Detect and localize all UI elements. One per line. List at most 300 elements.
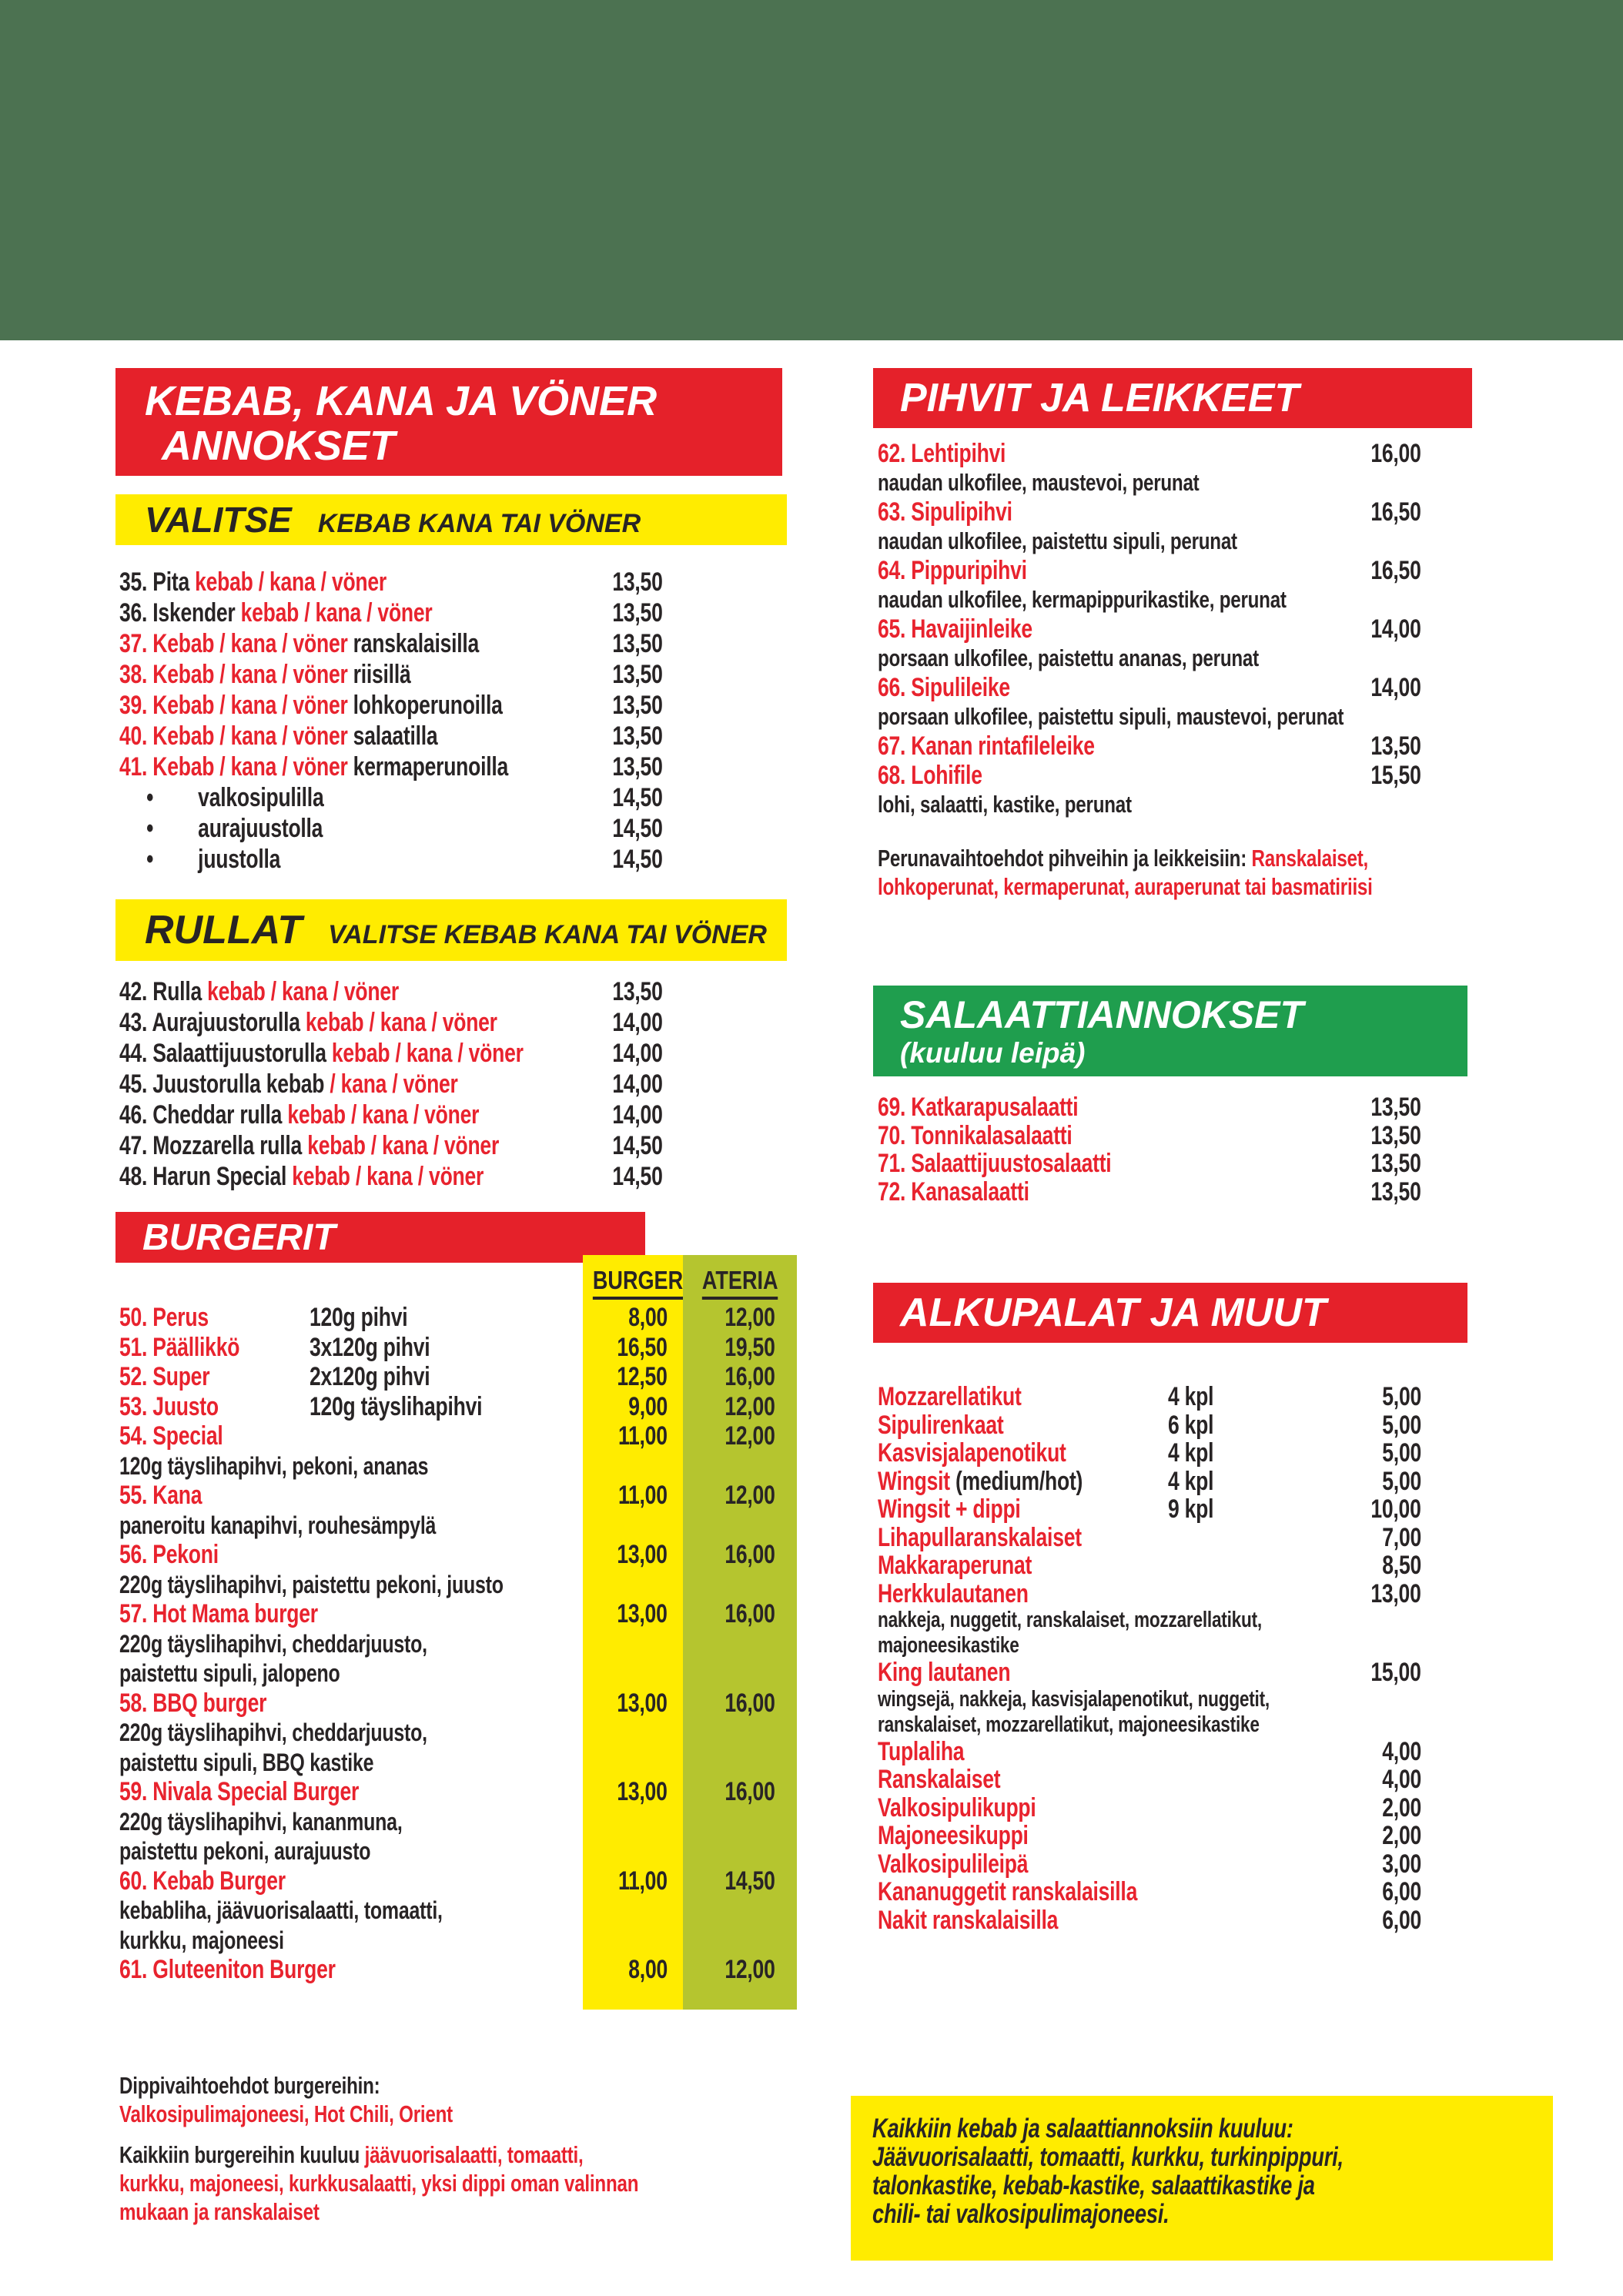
menu-item-row (119, 813, 663, 844)
menu-item-row (119, 1161, 663, 1192)
pihvi-item-desc-text: lohi, salaatti, kastike, perunat (878, 791, 1132, 818)
burger-price (583, 1303, 668, 1333)
starter-item-price-value: 2,00 (1382, 1792, 1421, 1822)
item-price (598, 567, 663, 597)
ateria-price (691, 1481, 775, 1511)
starter-item-price (1357, 1658, 1421, 1687)
item-label-segment: Sipulirenkaat (878, 1410, 1004, 1440)
item-label-segment: Makkaraperunat (878, 1551, 1032, 1580)
burger-item-desc (119, 1570, 797, 1600)
item-label-segment: Tuplaliha (878, 1736, 965, 1766)
burger-item-sub (310, 1392, 531, 1422)
included-note-line (872, 2171, 1553, 2200)
starter-item-price (1371, 1524, 1421, 1552)
item-label-segment: 39. Kebab / kana / vöner (119, 691, 353, 720)
ateria-column-header (683, 1255, 797, 1300)
starter-item-row (878, 1850, 1421, 1879)
starter-item-qty-value: 4 kpl (1168, 1466, 1214, 1496)
section-header-burgerit-title: BURGERIT (142, 1217, 336, 1258)
item-label (119, 1099, 479, 1130)
item-label-segment: Nakit ranskalaisilla (878, 1905, 1059, 1935)
ateria-price (691, 1689, 775, 1719)
burger-item-name: 50. Perus (119, 1303, 209, 1332)
item-label (119, 690, 503, 721)
rulla-items-list (119, 976, 663, 1192)
item-label (119, 659, 410, 690)
menu-item-row (119, 567, 663, 597)
item-label-segment: 48. Harun Special (119, 1162, 293, 1191)
starter-item-desc (878, 1608, 1421, 1633)
salad-item-price (1357, 1178, 1421, 1207)
starter-item-row (878, 1524, 1421, 1552)
burger-item-desc-text: paistettu pekoni, aurajuusto (119, 1837, 371, 1865)
starter-item-qty-value: 4 kpl (1168, 1382, 1214, 1411)
item-label-segment: Wingsit + dippi (878, 1494, 1021, 1524)
pihvi-item-desc (878, 585, 1421, 614)
item-label (119, 813, 323, 844)
salad-item-price (1357, 1122, 1421, 1150)
pihvi-item-name: 66. Sipulileike (878, 673, 1010, 702)
burger-item-desc-text: kurkku, majoneesi (119, 1926, 284, 1954)
section-header-salads (873, 986, 1467, 1076)
starter-item-name (878, 1658, 1010, 1687)
bullet-glyph: • (146, 845, 154, 874)
burger-item-desc (119, 1511, 797, 1541)
pihvi-item-row (878, 556, 1421, 585)
starter-item-desc (878, 1712, 1421, 1738)
salad-item-price-value: 13,50 (1370, 1176, 1421, 1207)
starter-item-price-value: 6,00 (1382, 1905, 1421, 1935)
burger-item-row (119, 1777, 797, 1807)
burger-price (583, 1481, 668, 1511)
included-note-line (872, 2143, 1553, 2171)
starter-item-name (878, 1878, 1137, 1906)
starter-item-name (878, 1524, 1082, 1552)
item-label-segment: 42. Rulla (119, 977, 208, 1006)
rullat-band (115, 899, 787, 961)
potato-note-line1-text (878, 844, 1368, 872)
burger-price-value: 8,00 (628, 1955, 668, 1984)
burger-price (583, 1392, 668, 1422)
ateria-price-value: 16,00 (724, 1777, 775, 1806)
burger-item-row (119, 1689, 797, 1719)
section-header-pihvit-title: PIHVIT JA LEIKKEET (900, 376, 1300, 420)
starter-item-row (878, 1766, 1421, 1794)
item-price-value: 14,50 (612, 1162, 663, 1191)
item-price-value: 14,50 (612, 1131, 663, 1160)
burger-included-note-line2-text: kurkku, majoneesi, kurkkusalaatti, yksi dippi oman valinnan (119, 2170, 639, 2197)
pihvi-item-row (878, 761, 1421, 790)
item-price-value: 13,50 (612, 752, 663, 782)
burger-item-desc (119, 1658, 797, 1689)
item-price-value: 13,50 (612, 977, 663, 1006)
ateria-price-value: 12,00 (724, 1391, 775, 1421)
dips-note-title-text: Dippivaihtoehdot burgereihin: (119, 2072, 380, 2099)
item-price (598, 782, 663, 813)
starter-item-name (878, 1738, 964, 1766)
item-label-segment: 37. Kebab / kana / vöner (119, 629, 353, 658)
item-label-segment: juustolla (198, 845, 281, 874)
item-price (598, 659, 663, 690)
burger-item-name: 57. Hot Mama burger (119, 1599, 318, 1628)
pihvi-item-desc-text: naudan ulkofilee, paistettu sipuli, perunat (878, 527, 1237, 554)
section-header-starters-title: ALKUPALAT JA MUUT (900, 1290, 1327, 1335)
section-header-kebab (115, 368, 782, 476)
salad-items-list (878, 1093, 1421, 1206)
starter-item-row (878, 1439, 1421, 1468)
item-label-segment: (medium/hot) (955, 1466, 1083, 1496)
item-price-value: 14,00 (612, 1069, 663, 1099)
item-price-value: 14,00 (612, 1039, 663, 1068)
item-label-segment: Ranskalaiset (878, 1765, 1001, 1794)
item-label-segment: ranskalaisilla (353, 629, 480, 658)
pihvi-item-price-value: 13,50 (1370, 731, 1421, 761)
starter-item-name (878, 1906, 1058, 1935)
burger-price (583, 1777, 668, 1807)
item-price (598, 1099, 663, 1130)
item-label-segment: 44. Salaattijuustorulla (119, 1039, 332, 1068)
pihvi-item-row (878, 439, 1421, 468)
starter-item-price (1371, 1794, 1421, 1822)
salad-item-row (878, 1150, 1421, 1178)
burger-item-sub-text: 3x120g pihvi (310, 1332, 430, 1362)
item-label (119, 1130, 499, 1161)
item-label-segment: King lautanen (878, 1658, 1011, 1687)
starter-item-name (878, 1411, 1004, 1440)
item-price (598, 976, 663, 1007)
section-header-salads-line2: (kuuluu leipä) (900, 1037, 1086, 1069)
burger-price-value: 12,50 (617, 1362, 668, 1391)
burger-item-row (119, 1955, 797, 1985)
ateria-price-value: 19,50 (724, 1332, 775, 1362)
ateria-price (691, 1333, 775, 1363)
salad-item-name: 71. Salaattijuustosalaatti (878, 1149, 1112, 1178)
burger-item-row (119, 1333, 797, 1363)
item-price (598, 628, 663, 659)
pihvi-item-row (878, 497, 1421, 527)
pihvi-item-row (878, 673, 1421, 702)
starter-item-qty (1168, 1439, 1226, 1468)
starter-item-row (878, 1794, 1421, 1822)
item-label-segment: kebab / kana / vöner (195, 567, 387, 597)
included-note-line (872, 2114, 1553, 2143)
burger-price (583, 1540, 668, 1570)
item-price-value: 13,50 (612, 598, 663, 628)
menu-item-row (119, 690, 663, 721)
starter-item-price (1371, 1468, 1421, 1496)
burger-price-value: 16,50 (617, 1332, 668, 1362)
item-label-segment: kermaperunoilla (353, 752, 509, 782)
item-label (119, 1161, 484, 1192)
burger-item-desc (119, 1807, 797, 1837)
starter-item-qty (1168, 1495, 1226, 1524)
burger-item-row (119, 1362, 797, 1392)
starter-item-price-value: 8,50 (1382, 1551, 1421, 1580)
included-note-box (851, 2096, 1553, 2261)
starter-item-name (878, 1383, 1022, 1411)
ateria-price-value: 12,00 (724, 1955, 775, 1984)
starter-item-qty (1168, 1383, 1226, 1411)
burger-item-desc (119, 1629, 797, 1659)
pihvi-item-desc-text: naudan ulkofilee, maustevoi, perunat (878, 469, 1200, 496)
menu-item-row (119, 1038, 663, 1069)
burger-item-name: 56. Pekoni (119, 1540, 219, 1569)
ateria-price (691, 1599, 775, 1629)
burger-item-name: 61. Gluteeniton Burger (119, 1955, 336, 1984)
burger-price-value: 11,00 (618, 1421, 668, 1451)
item-label (119, 597, 432, 628)
salad-item-price-value: 13,50 (1370, 1120, 1421, 1150)
burger-item-name: 51. Päällikkö (119, 1332, 240, 1362)
item-price (598, 690, 663, 721)
salad-item-row (878, 1093, 1421, 1122)
burger-price-value: 8,00 (628, 1303, 668, 1332)
ateria-price (691, 1955, 775, 1985)
burger-item-row (119, 1540, 797, 1570)
pihvi-item-price-value: 15,50 (1370, 761, 1421, 790)
starter-item-row (878, 1468, 1421, 1496)
salad-item-row (878, 1122, 1421, 1150)
starter-item-name (878, 1551, 1032, 1580)
pihvi-item-desc (878, 644, 1421, 673)
item-label (119, 844, 280, 875)
menu-item-row (119, 751, 663, 782)
starter-item-name (878, 1580, 1029, 1608)
dips-note-options (119, 2100, 828, 2128)
ateria-price-value: 12,00 (724, 1303, 775, 1332)
starter-item-name (878, 1468, 1083, 1496)
starter-item-price (1371, 1850, 1421, 1879)
item-label-segment: 40. Kebab / kana / vöner (119, 721, 353, 751)
item-label (119, 721, 437, 751)
pihvi-item-price (1357, 731, 1421, 761)
starter-item-name (878, 1794, 1036, 1822)
starter-item-price (1357, 1580, 1421, 1608)
burger-item-desc (119, 1451, 797, 1481)
starter-item-row (878, 1738, 1421, 1766)
item-label-segment: salaatilla (353, 721, 438, 751)
item-label-segment: Wingsit (878, 1466, 956, 1496)
salad-item-price-value: 13,50 (1370, 1149, 1421, 1178)
valitse-band-title: VALITSE (145, 500, 292, 540)
burger-price (583, 1689, 668, 1719)
starter-item-price-value: 5,00 (1382, 1382, 1421, 1411)
burger-price (583, 1599, 668, 1629)
pihvi-item-price-value: 16,00 (1370, 439, 1421, 468)
burger-item-name: 59. Nivala Special Burger (119, 1777, 360, 1806)
burger-item-desc-text: 120g täyslihapihvi, pekoni, ananas (119, 1451, 429, 1480)
starter-item-qty-value: 4 kpl (1168, 1438, 1214, 1468)
starter-item-price-value: 5,00 (1382, 1466, 1421, 1496)
burger-included-note-line1-text (119, 2140, 584, 2169)
pihvi-item-price (1357, 497, 1421, 527)
burger-item-desc (119, 1748, 797, 1778)
burger-item-name: 55. Kana (119, 1481, 202, 1510)
burger-items-list (119, 1303, 797, 1985)
pihvi-item-desc-text: porsaan ulkofilee, paistettu ananas, perunat (878, 644, 1259, 671)
item-price-value: 13,50 (612, 629, 663, 658)
item-label-segment: 35. Pita (119, 567, 196, 597)
starter-item-price (1371, 1383, 1421, 1411)
ateria-price (691, 1421, 775, 1451)
item-price (598, 751, 663, 782)
ateria-price (691, 1540, 775, 1570)
starter-item-qty-value: 9 kpl (1168, 1494, 1214, 1524)
starter-item-price-value: 5,00 (1382, 1438, 1421, 1468)
pihvi-item-name: 63. Sipulipihvi (878, 497, 1012, 527)
pihvi-item-price-value: 14,00 (1370, 614, 1421, 644)
menu-item-row (119, 1007, 663, 1038)
burger-item-desc (119, 1926, 797, 1956)
section-header-salads-line1: SALAATTIANNOKSET (900, 993, 1304, 1036)
pihvi-item-price (1357, 614, 1421, 644)
burger-price-value: 9,00 (628, 1391, 668, 1421)
starter-item-row (878, 1580, 1421, 1608)
pihvi-item-row (878, 614, 1421, 644)
burger-item-desc (119, 1896, 797, 1926)
ateria-price (691, 1777, 775, 1807)
burger-included-black: Kaikkiin burgereihin kuuluu (119, 2141, 365, 2168)
pihvi-item-desc (878, 702, 1421, 731)
starter-item-price-value: 10,00 (1370, 1494, 1421, 1524)
item-price (598, 1130, 663, 1161)
menu-item-row (119, 721, 663, 751)
ateria-column-label: ATERIA (702, 1266, 778, 1300)
burger-item-desc (119, 1836, 797, 1866)
menu-item-row (119, 597, 663, 628)
burger-included-note-line2 (119, 2169, 828, 2197)
burger-item-name: 54. Special (119, 1421, 223, 1451)
starter-item-price (1371, 1766, 1421, 1794)
pihvi-item-name: 68. Lohifile (878, 761, 982, 790)
pihvi-item-desc-text: naudan ulkofilee, kermapippurikastike, perunat (878, 586, 1287, 613)
pihvi-item-name: 67. Kanan rintafileleike (878, 731, 1095, 761)
starter-item-desc (878, 1687, 1421, 1712)
item-label-segment: kebab / kana / vöner (305, 1008, 497, 1037)
pihvi-item-name: 64. Pippuripihvi (878, 556, 1027, 585)
pihvit-items-list (878, 439, 1421, 819)
potato-options-note (878, 844, 1524, 901)
burger-item-row (119, 1303, 797, 1333)
salad-item-row (878, 1178, 1421, 1207)
item-label-segment: / kana / vöner (330, 1069, 458, 1099)
item-label-segment: Kananuggetit ranskalaisilla (878, 1877, 1138, 1906)
starter-item-row (878, 1383, 1421, 1411)
burger-item-row (119, 1392, 797, 1422)
item-label-segment: 36. Iskender (119, 598, 241, 628)
included-note-line-text: Jäävuorisalaatti, tomaatti, kurkku, turkinpippuri, (872, 2142, 1344, 2172)
starter-item-price-value: 15,00 (1370, 1658, 1421, 1687)
menu-item-row (119, 1130, 663, 1161)
item-label-segment: kebab / kana / vöner (287, 1100, 480, 1130)
potato-note-line1 (878, 844, 1524, 872)
burger-item-row (119, 1866, 797, 1896)
burger-item-desc (119, 1718, 797, 1748)
starter-item-price (1371, 1906, 1421, 1935)
item-price (598, 721, 663, 751)
pihvi-item-price-value: 14,00 (1370, 673, 1421, 702)
pihvi-item-price (1357, 439, 1421, 468)
included-note-line-text: talonkastike, kebab-kastike, salaattikastike ja (872, 2170, 1315, 2201)
starter-item-name (878, 1439, 1066, 1468)
starter-item-desc-text: nakkeja, nuggetit, ranskalaiset, mozzarellatikut, (878, 1608, 1262, 1632)
item-price (598, 1069, 663, 1099)
salad-item-name: 70. Tonnikalasalaatti (878, 1120, 1073, 1150)
section-header-pihvit (873, 368, 1472, 428)
item-label-segment: 47. Mozzarella rulla (119, 1131, 308, 1160)
starter-item-price (1371, 1878, 1421, 1906)
starter-item-price-value: 3,00 (1382, 1849, 1421, 1879)
top-green-band (0, 0, 1623, 340)
burger-price (583, 1333, 668, 1363)
burger-included-red: jäävuorisalaatti, tomaatti, (364, 2141, 584, 2168)
potato-note-line2 (878, 872, 1524, 901)
item-price (598, 1038, 663, 1069)
ateria-price-value: 16,00 (724, 1362, 775, 1391)
item-price (598, 1007, 663, 1038)
item-label-segment: 38. Kebab / kana / vöner (119, 660, 353, 689)
salad-item-price-value: 13,50 (1370, 1093, 1421, 1122)
burger-item-desc-text: 220g täyslihapihvi, cheddarjuusto, (119, 1719, 427, 1746)
salad-item-price (1357, 1150, 1421, 1178)
starter-item-price (1371, 1411, 1421, 1440)
ateria-price-value: 12,00 (724, 1421, 775, 1451)
item-label (119, 1007, 497, 1038)
starter-item-qty-value: 6 kpl (1168, 1410, 1214, 1440)
burger-item-name: 58. BBQ burger (119, 1688, 267, 1718)
starter-item-price-value: 13,00 (1370, 1578, 1421, 1608)
dips-note (119, 2071, 828, 2226)
burger-price (583, 1866, 668, 1896)
potato-note-red: Ranskalaiset, (1251, 845, 1369, 872)
item-label-segment: kebab / kana / vöner (307, 1131, 500, 1160)
burger-price (583, 1955, 668, 1985)
starter-item-name (878, 1495, 1021, 1524)
ateria-price (691, 1303, 775, 1333)
starter-item-desc-text: wingsejä, nakkeja, kasvisjalapenotikut, nuggetit, (878, 1686, 1270, 1712)
item-price (598, 844, 663, 875)
starter-item-price-value: 5,00 (1382, 1410, 1421, 1440)
ateria-price-value: 16,00 (724, 1688, 775, 1718)
section-header-kebab-line2: ANNOKSET (162, 423, 396, 469)
potato-note-line2-text: lohkoperunat, kermaperunat, auraperunat tai basmatiriisi (878, 873, 1373, 900)
item-label-segment: kebab / kana / vöner (207, 977, 399, 1006)
starter-item-row (878, 1906, 1421, 1935)
rullat-band-subtitle: VALITSE KEBAB KANA TAI VÖNER (328, 920, 767, 949)
item-label-segment: Mozzarellatikut (878, 1382, 1022, 1411)
ateria-price (691, 1866, 775, 1896)
pihvi-item-price (1357, 673, 1421, 702)
menu-item-row (119, 782, 663, 813)
section-header-starters (873, 1283, 1467, 1343)
burger-included-note-line3-text: mukaan ja ranskalaiset (119, 2198, 320, 2225)
starter-item-price-value: 2,00 (1382, 1821, 1421, 1850)
included-note-line-text: chili- tai valkosipulimajoneesi. (872, 2199, 1170, 2229)
ateria-price-value: 16,00 (724, 1540, 775, 1569)
burger-item-sub (310, 1362, 464, 1392)
starter-item-desc-text: majoneesikastike (878, 1633, 1019, 1658)
menu-item-row (119, 1099, 663, 1130)
burger-item-desc-text: kebabliha, jäävuorisalaatti, tomaatti, (119, 1896, 443, 1924)
item-label-segment: Majoneesikuppi (878, 1821, 1029, 1850)
pihvi-item-price-value: 16,50 (1370, 497, 1421, 527)
burger-item-name: 52. Super (119, 1362, 210, 1391)
burger-price-value: 11,00 (618, 1866, 668, 1896)
starter-item-desc (878, 1633, 1421, 1658)
section-header-kebab-line1: KEBAB, KANA JA VÖNER (145, 378, 658, 424)
salad-item-name: 69. Katkarapusalaatti (878, 1093, 1079, 1122)
item-label (119, 1069, 458, 1099)
